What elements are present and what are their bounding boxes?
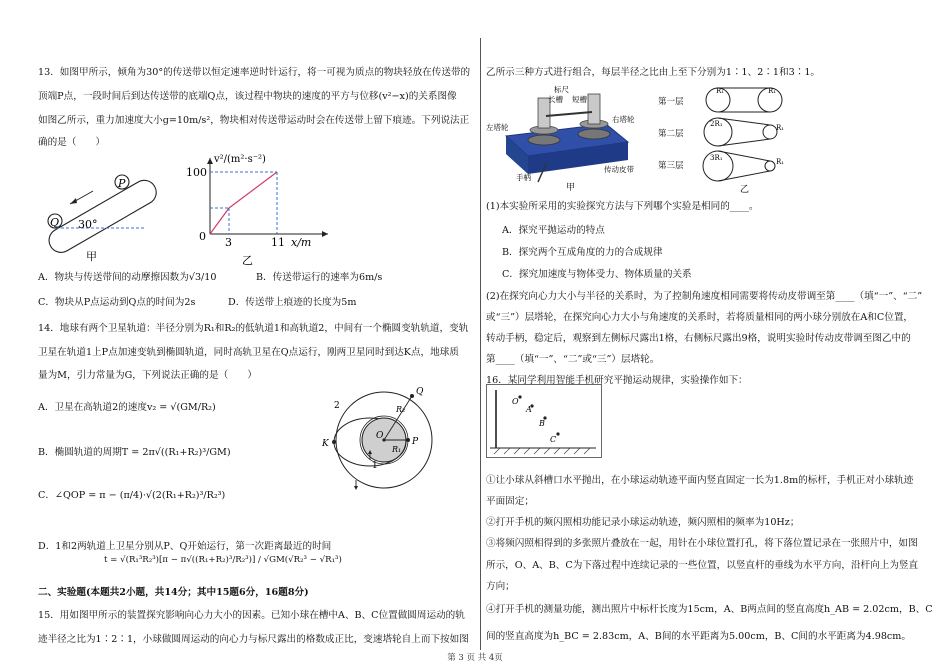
caption-jia-right: 甲 xyxy=(566,183,576,193)
q14-option-b: B．椭圆轨道的周期T = 2π√((R₁+R₂)³/GM) xyxy=(38,447,231,458)
q15-option-b: B．探究两个互成角度的力的合成规律 xyxy=(502,247,663,258)
q13-line2: 顶端P点，一段时间后到达传送带的底端Q点，该过程中物块的速度的平方与位移(v²−x)的关系图像 xyxy=(38,91,457,102)
q15-option-a: A．探究平抛运动的特点 xyxy=(502,225,605,236)
graph-x3: 3 xyxy=(225,236,232,249)
page-footer: 第 3 页 共 4页 xyxy=(447,653,503,663)
q15-pulley-figure xyxy=(658,80,818,194)
q16-step1-line2: 平面固定； xyxy=(486,496,534,507)
orbit-label-k: K xyxy=(322,439,329,449)
q13-option-c: C．物块从P点运动到Q点的时间为2s xyxy=(38,297,196,308)
label-r1-l3b: R₁ xyxy=(776,158,785,166)
q14-option-a: A．卫星在高轨道2的速度v₂ = √(GM/R₂) xyxy=(38,402,216,413)
label-layer3: 第三层 xyxy=(658,161,684,171)
label-youta: 右塔轮 xyxy=(612,115,635,124)
q15-part2-line3: 转动手柄，稳定后，观察到左侧标尺露出1格，右侧标尺露出9格，说明实验时传动皮带调至图乙中的 xyxy=(486,333,911,344)
q14-line1: 14．地球有两个卫星轨道：半径分别为R₁和R₂的低轨道1和高轨道2，中间有一个椭圆变轨轨道，变轨 xyxy=(38,323,469,334)
label-r1-l2b: R₁ xyxy=(776,124,785,132)
label-duancao: 短槽 xyxy=(572,95,587,104)
orbit-label-r2: R₂ xyxy=(396,405,406,414)
q16-step3-line1: ③将频闪照相得到的多张照片叠放在一起，用针在小球位置打孔，将下落位置记录在一张照片中，如图 xyxy=(486,538,918,549)
orbit-label-1: 1 xyxy=(372,461,378,471)
q14-line2: 卫星在轨道1上P点加速变轨到椭圆轨道，同时高轨卫星在Q点运行，刚两卫星同时到达K点，地球质 xyxy=(38,347,459,358)
label-shoubing: 手柄 xyxy=(516,173,531,182)
label-3r1: 3R₁ xyxy=(710,154,723,162)
q13-figure-yi xyxy=(178,150,358,270)
label-pidai: 传动皮带 xyxy=(604,165,634,174)
q13-option-d: D．传送带上痕迹的长度为5m xyxy=(228,297,357,308)
q15-part2-line2: 或“三”）层塔轮，在探究向心力大小与角速度的关系时，若将质量相同的两小球分别放在A和C位置， xyxy=(486,312,914,323)
q14-option-d-formula: t = √(R₁³R₂³)[π − π√((R₁+R₂)³/R₂³)] / √GM(√R₂³ − √R₁³) xyxy=(104,555,342,565)
q13-line4: 确的是（ ） xyxy=(38,137,106,148)
q13-option-a: A．物块与传送带间的动摩擦因数为√3/10 xyxy=(38,272,217,283)
label-changcao: 长槽 xyxy=(548,95,563,104)
q15-continued: 乙所示三种方式进行组合，每层半径之比由上至下分别为1∶1、2∶1和3∶1。 xyxy=(486,67,821,78)
q14-option-c: C．∠QOP = π − (π/4)·√(2(R₁+R₂)³/R₂³) xyxy=(38,490,226,501)
q16-line1: 16．某同学利用智能手机研究平抛运动规律，实验操作如下： xyxy=(486,375,748,386)
graph-x11: 11 xyxy=(271,236,285,249)
orbit-label-2: 2 xyxy=(334,401,340,411)
label-layer1: 第一层 xyxy=(658,97,684,107)
caption-yi-right: 乙 xyxy=(740,185,750,194)
caption-jia: 甲 xyxy=(86,250,97,263)
q14-line3: 量为M，引力常量为G，下列说法正确的是（ ） xyxy=(38,370,257,381)
orbit-label-q: Q xyxy=(416,387,424,397)
q13-figure-jia xyxy=(38,160,168,270)
left-column xyxy=(38,0,476,672)
label-angle: 30° xyxy=(78,218,98,231)
q14-orbit-figure xyxy=(320,380,460,490)
point-o: O xyxy=(512,397,519,406)
caption-yi: 乙 xyxy=(242,254,253,267)
q16-step1-line1: ①让小球从斜槽口水平抛出，在小球运动轨迹平面内竖直固定一长为1.8m的标杆，手机正对小球轨迹 xyxy=(486,475,914,486)
q16-step3-line2: 所示，O、A、B、C为下落过程中连续记录的一些位置，以竖直杆的垂线为水平方向，沿杆向上为竖直 xyxy=(486,560,919,571)
q16-trajectory-figure xyxy=(486,384,602,458)
q16-step3-line3: 方向； xyxy=(486,581,515,592)
q16-step2: ②打开手机的频闪照相功能记录小球运动轨迹，频闪照相的频率为10Hz； xyxy=(486,517,800,528)
label-biaochi: 标尺 xyxy=(554,85,569,94)
graph-xlabel: x/m xyxy=(291,236,312,249)
label-2r1: 2R₁ xyxy=(710,120,723,128)
label-layer2: 第二层 xyxy=(658,129,684,139)
q13-option-b: B．传送带运行的速率为6m/s xyxy=(256,272,383,283)
graph-ylabel: v²/(m²·s⁻²) xyxy=(214,154,266,165)
q13-line1: 13．如图甲所示，倾角为30°的传送带以恒定速率逆时针运行，将一可视为质点的物块轻放在传送带的 xyxy=(38,67,471,78)
section-2-heading: 二、实验题(本题共2小题，共14分；其中15题6分，16题8分) xyxy=(38,587,309,598)
q15-part1: (1)本实验所采用的实验探究方法与下列哪个实验是相同的____。 xyxy=(486,201,759,212)
q16-step4-line2: 间的竖直高度为h_BC = 2.83cm，A、B间的水平距离为5.00cm，B、C间的水平距离为4.98cm。 xyxy=(486,631,911,642)
label-r1-l1: R₁ xyxy=(716,87,725,95)
graph-origin: 0 xyxy=(199,230,206,243)
point-c: C xyxy=(550,435,557,444)
label-p: P xyxy=(118,177,126,190)
q15-part2-line1: (2)在探究向心力大小与半径的关系时，为了控制角速度相同需要将传动皮带调至第____（填“一”、“二” xyxy=(486,291,923,302)
q15-apparatus-figure xyxy=(486,84,646,194)
q14-option-d: D．1和2两轨道上卫星分别从P、Q开始运行，第一次距离最近的时间 xyxy=(38,541,332,552)
q15-line2: 迹半径之比为1∶2∶1，小球做圆周运动的向心力与标尺露出的格数成正比，变速塔轮自上而下按如图 xyxy=(38,634,469,645)
column-divider xyxy=(480,38,481,650)
q15-part2-line4: 第____（填“一”、“二”或“三”）层塔轮。 xyxy=(486,354,660,365)
orbit-label-p: P xyxy=(412,437,419,447)
point-b: B xyxy=(539,419,545,428)
q16-step4-line1: ④打开手机的测量功能，测出照片中标杆长度为15cm，A、B两点间的竖直高度h_AB = 2.02cm，B、C xyxy=(486,604,933,615)
label-zuota: 左塔轮 xyxy=(486,123,509,132)
q15-option-c: C．探究加速度与物体受力、物体质量的关系 xyxy=(502,269,692,280)
graph-y100: 100 xyxy=(186,166,207,179)
orbit-label-r1: R₁ xyxy=(392,445,402,454)
right-column xyxy=(486,0,933,672)
label-q: Q xyxy=(50,216,60,229)
orbit-label-o: O xyxy=(376,431,384,441)
q13-line3: 如图乙所示，重力加速度大小g=10m/s²，物块相对传送带运动时会在传送带上留下痕迹。下列说法正 xyxy=(38,115,470,126)
label-r1-l1b: R₁ xyxy=(768,87,777,95)
q15-line1: 15．用如图甲所示的装置探究影响向心力大小的因素。已知小球在槽中A、B、C位置做圆周运动的轨 xyxy=(38,610,465,621)
point-a: A xyxy=(526,405,532,414)
